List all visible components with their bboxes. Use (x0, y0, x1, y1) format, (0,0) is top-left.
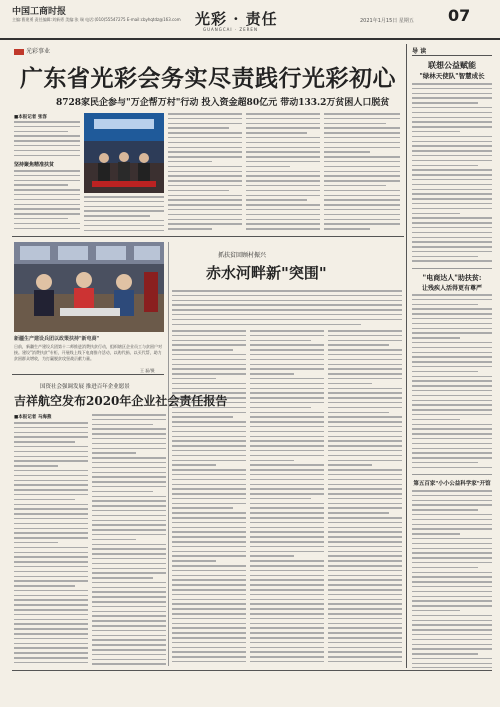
sidebar-divider (406, 44, 407, 668)
lead-body-col1-b (14, 170, 80, 230)
sidebar-item1-title-line2: "绿林天使队"智慧成长 (419, 72, 485, 80)
feature-body-col1 (172, 330, 246, 664)
page-bottom-rule (12, 670, 492, 671)
issue-date: 2021年1月15日 星期五 (360, 18, 414, 24)
bottom-article-kicker: 国资社会强调发展 推进百年企业愿景 (40, 384, 130, 390)
lead-body-col3 (168, 113, 242, 231)
lead-headline: 广东省光彩会务实尽责践行光彩初心 (20, 65, 396, 92)
ecommerce-photo (14, 242, 164, 332)
feature-body-col3 (328, 330, 402, 664)
sidebar-rule-2 (412, 474, 492, 475)
photo-credit: 王 磊/摄 (140, 368, 155, 373)
sidebar-item1-title-line1: 联想公益赋能 (428, 60, 476, 70)
kicker-marker (14, 49, 24, 55)
bottom-article-byline: ■本报记者 马海燕 (14, 415, 52, 420)
sidebar-item3-body (412, 490, 492, 668)
editor-info-line: 主编:曹建勇 责任编辑:刘新勇 美编:张 瑞 电话:(010)55547275 E-mail:cbyhqtdz@163.com (12, 17, 181, 22)
lead-body-col5 (324, 113, 400, 231)
photo-caption-title: 新疆生产建设兵团以政策扶持"新电商" (14, 336, 100, 342)
page-number: 07 (448, 6, 471, 25)
bottom-article-title: 吉祥航空发布2020年企业社会责任报告 (14, 394, 228, 408)
bottom-body-col2 (92, 414, 166, 666)
feature-lead-paragraph (172, 290, 402, 326)
section-title: 光彩 · 责任 (195, 10, 278, 28)
sidebar-item2-body (412, 294, 492, 470)
lead-subhead: 8728家民企参与"万企帮万村"行动 投入资金超80亿元 带动133.2万贫困人口脱贫 (56, 98, 390, 108)
feature-title: 赤水河畔新"突围" (206, 264, 327, 282)
lead-body-col1-a (14, 121, 80, 159)
photo-caption-body: 日前，新疆生产建设兵团第十二师推进消费扶贫行动，组织辖区企业员工与贫困户对接。建设"消费扶贫"专柜，开展线上线下电商推介活动，以购代捐、以买代帮，助力贫困群众增收，为打赢脱贫攻坚战贡献力量。 (14, 344, 162, 361)
lead-body-col4 (246, 113, 320, 231)
lead-divider (12, 236, 404, 237)
feature-kicker: 抓扶贫回顾村振兴 (218, 252, 267, 259)
column-divider-feature (168, 242, 169, 666)
lead-photo-ceremony (84, 113, 164, 193)
section-kicker-tag (14, 46, 50, 55)
sidebar-item2-title-line2: 让残疾人活得更有尊严 (421, 285, 482, 292)
lead-body-col2 (84, 196, 164, 232)
masthead (0, 0, 500, 40)
lead-byline: ■本报记者 张容 (14, 115, 47, 120)
sidebar-rule-1 (412, 268, 492, 269)
section-title-en: GUANGCAI · ZEREN (203, 27, 258, 32)
bottom-article-divider (12, 374, 164, 375)
feature-body-col2 (250, 330, 324, 664)
sidebar-item1-body (412, 83, 492, 265)
sidebar-top-rule (412, 55, 492, 56)
lead-section-head: 坚持聚焦精准扶贫 (14, 162, 55, 168)
kicker-tag-label: 光彩事业 (26, 48, 51, 55)
sidebar-item3-title: 第五百家"小小公益科学家"开馆 (413, 481, 491, 487)
sidebar-item2-title-line1: "电商达人"助扶贫: (422, 273, 482, 282)
sidebar-section-label: 导 读 (412, 48, 427, 55)
paper-name: 中国工商时报 (12, 7, 67, 17)
bottom-body-col1 (14, 422, 88, 666)
